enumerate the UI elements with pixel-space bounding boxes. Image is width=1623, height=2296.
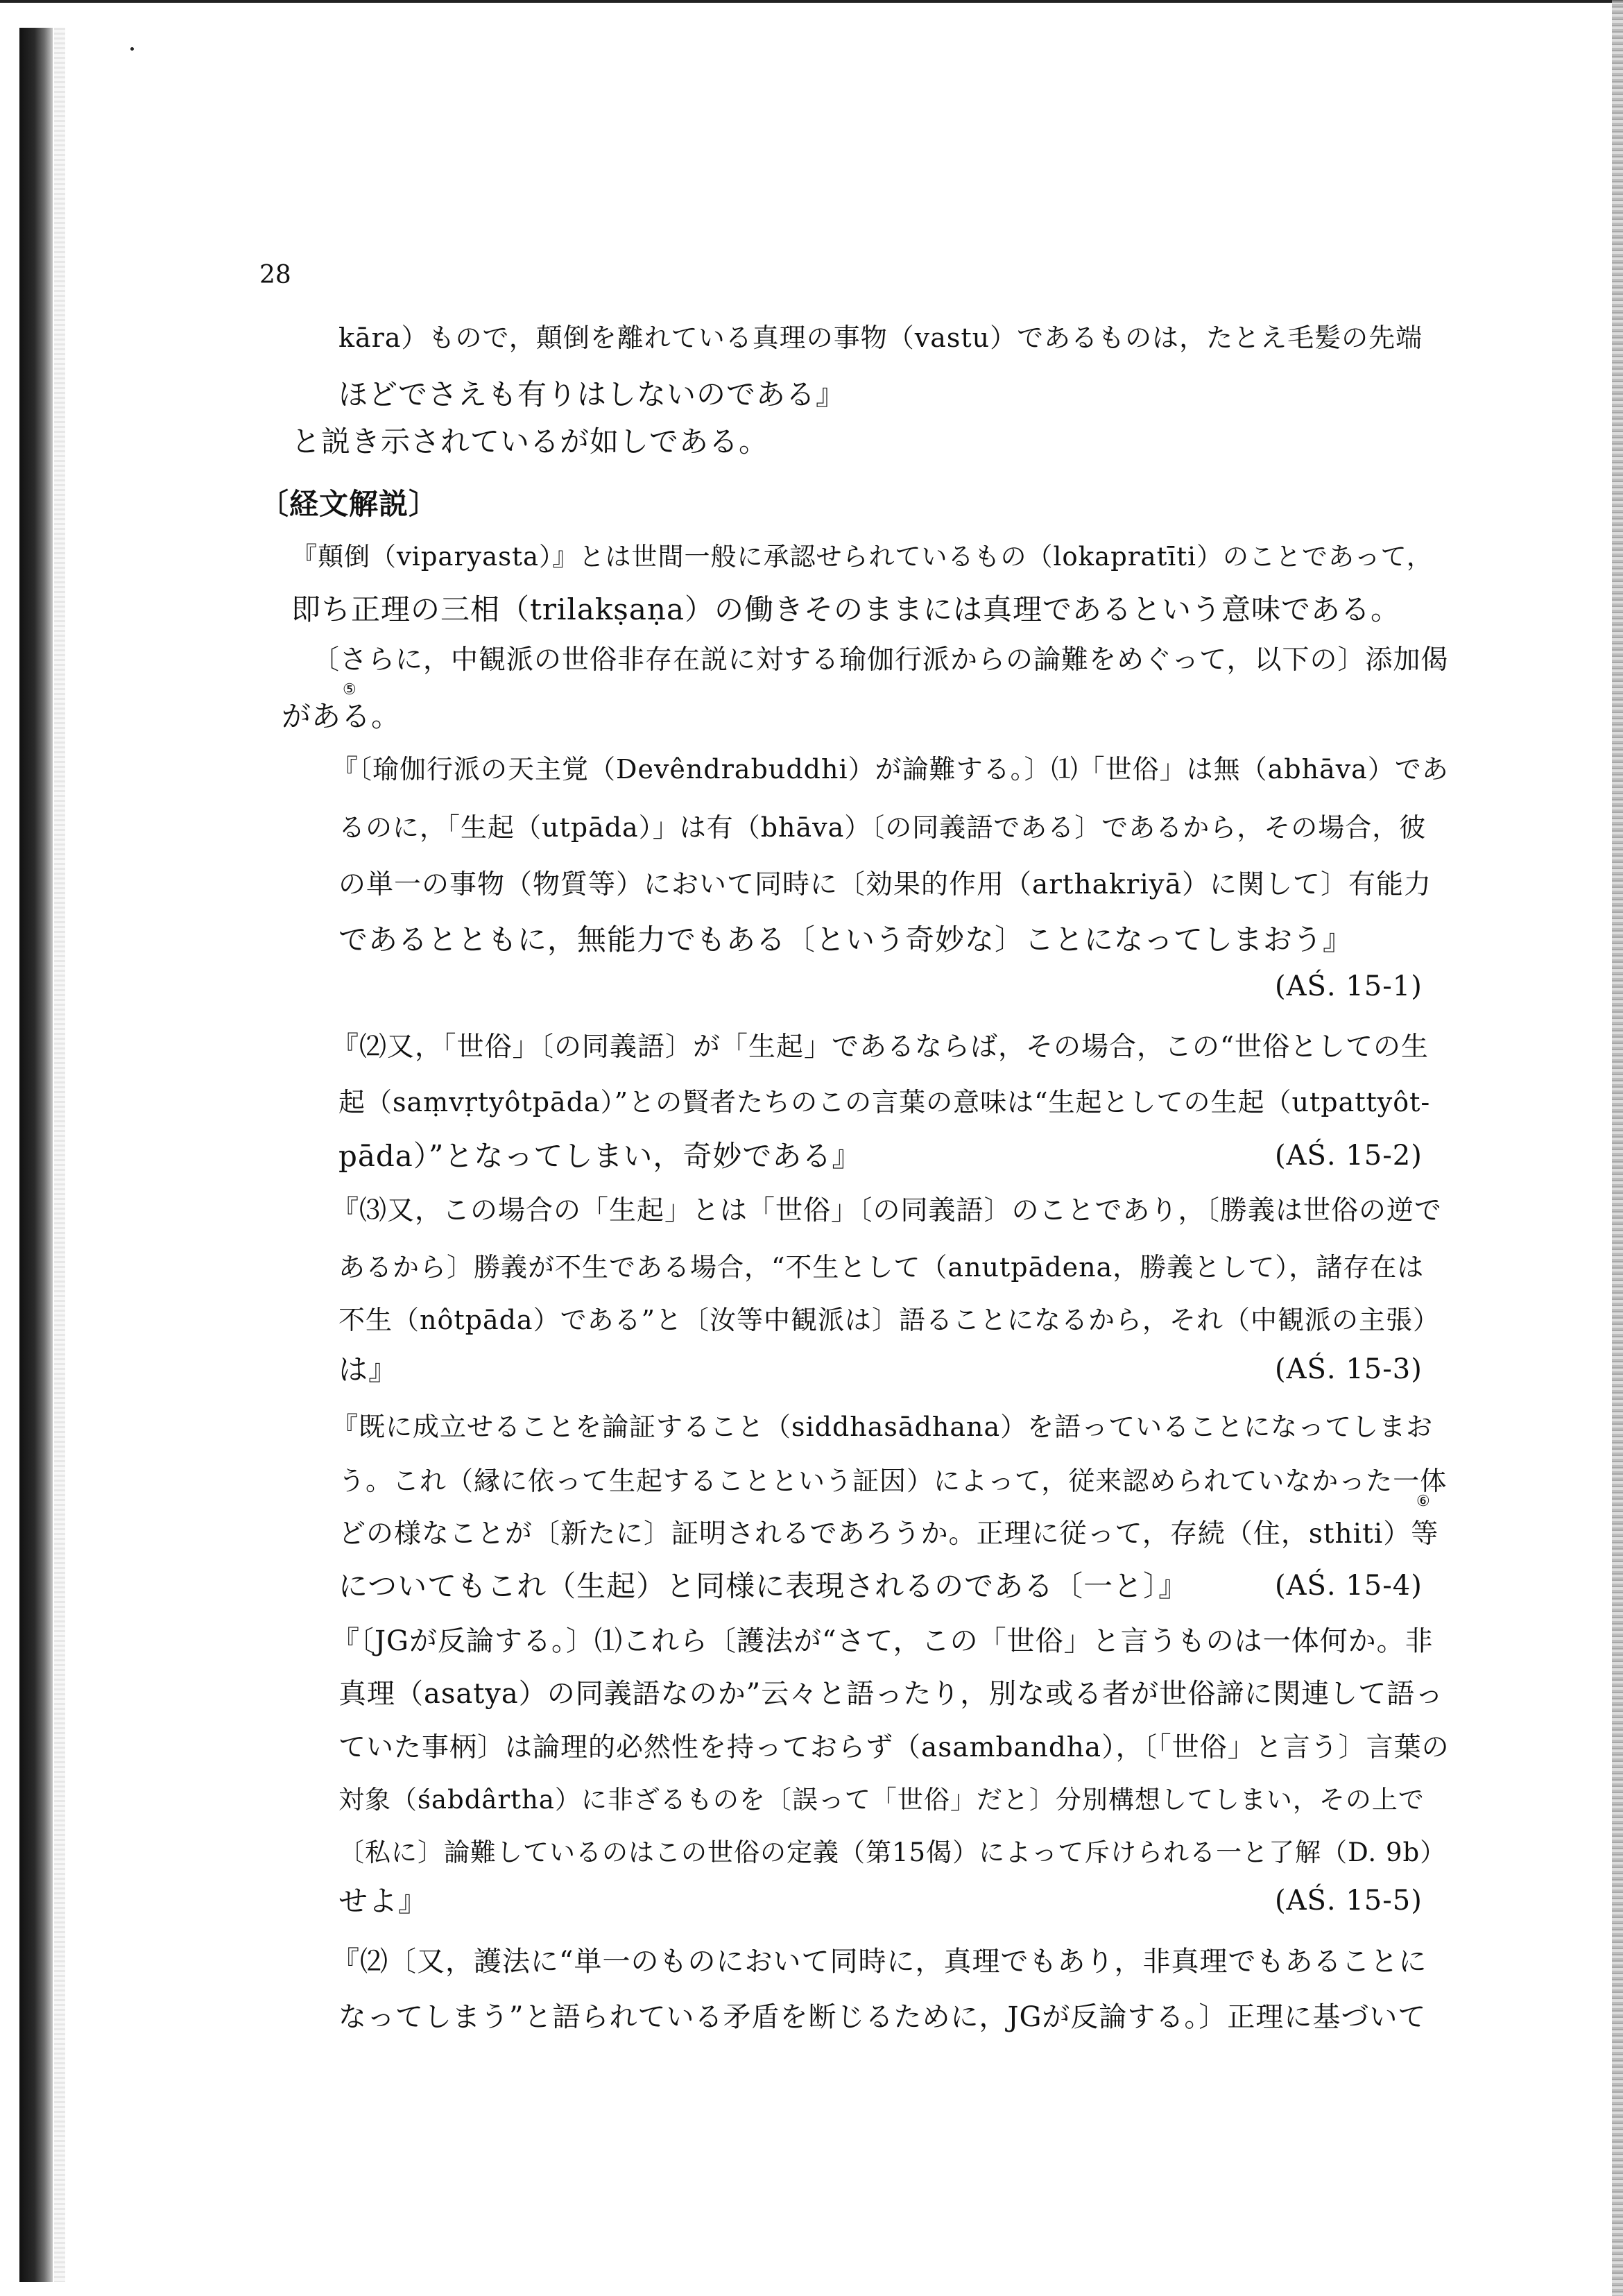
text-line: 『〔JGが反論する。〕⑴これら〔護法が“さて，この「世俗」と言うものは一体何か。非 [332,1625,1434,1657]
reference-label: (AŚ. 15-1) [1275,970,1423,1002]
text-line: ていた事柄〕は論理的必然性を持っておらず（asambandha），〔「世俗」と言う〕言葉の [338,1732,1450,1763]
text-line: 起（saṃvṛtyôtpāda）”との賢者たちのこの言葉の意味は“生起としての生起（utpattyôt- [338,1087,1431,1117]
reference-label: (AŚ. 15-4) [1275,1570,1423,1602]
text-line: と説き示されているが如しである。 [291,425,769,459]
scan-binding-texture [54,28,65,2282]
text-line: 即ち正理の三相（trilakṣaṇa）の働きそのままには真理であるという意味である。 [291,592,1400,626]
text-line: 『⑵〔又，護法に“単一のものにおいて同時に，真理でもあり，非真理でもあることに [332,1946,1427,1978]
note-marker: ⑥ [1416,1493,1430,1510]
text-line: 『〔瑜伽行派の天主覚（Devêndrabuddhi）が論難する。〕⑴「世俗」は無（abhāva）であ [332,754,1449,785]
text-line: がある。 [282,699,402,733]
text-line: 『既に成立せることを論証すること（siddhasādhana）を語っていることになってしまお [332,1412,1434,1442]
text-line: う。これ（縁に依って生起することという証因）によって，従来認められていなかった一体 [338,1466,1448,1496]
text-line: であるとともに，無能力でもある〔という奇妙な〕ことになってしまおう』 [338,923,1353,957]
text-line: 対象（śabdârtha）に非ざるものを〔誤って「世俗」だと〕分別構想してしまい，その上で [338,1785,1425,1815]
scan-right-edge [1612,0,1623,2296]
text-line: は』 [338,1353,399,1387]
text-line: pāda）”となってしまい，奇妙である』 [338,1139,862,1173]
page-number: 28 [259,261,291,289]
text-line: 『⑶又，この場合の「生起」とは「世俗」〔の同義語〕のことであり，〔勝義は世俗の逆で [332,1195,1443,1226]
text-line: あるから〕勝義が不生である場合，“不生として（anutpādena，勝義として），諸存在は [338,1252,1425,1283]
section-heading: 〔経文解説〕 [259,487,439,521]
text-line: 『⑵又，「世俗」〔の同義語〕が「生起」であるならば，その場合，この“世俗としての生 [332,1031,1429,1063]
text-line: についてもこれ（生起）と同様に表現されるのである〔一と〕』 [338,1569,1189,1603]
text-line: なってしまう”と語られている矛盾を断じるために，JGが反論する。〕正理に基づいて [338,2001,1427,2033]
note-marker: ⑤ [343,681,357,699]
text-line: 不生（nôtpāda）である”と〔汝等中観派は〕語ることになるから，それ（中観派の主張） [338,1305,1441,1335]
text-line: 〔私に〕論難しているのはこの世俗の定義（第15偈）によって斥けられる一と了解（D. 9b） [338,1837,1447,1867]
top-border [0,0,1623,3]
reference-label: (AŚ. 15-2) [1275,1140,1423,1172]
text-line: 〔さらに，中観派の世俗非存在説に対する瑜伽行派からの論難をめぐって，以下の〕添加偈 [312,644,1449,676]
text-line: の単一の事物（物質等）において同時に〔効果的作用（arthakriyā）に関して〕有能力 [338,869,1432,900]
scan-binding-shadow [19,28,53,2282]
text-line: 真理（asatya）の同義語なのか”云々と語ったり，別な或る者が世俗諦に関連して語っ [338,1678,1444,1710]
text-line: どの様なことが〔新たに〕証明されるであろうか。正理に従って，存続（住，sthiti）等 [338,1518,1439,1550]
scan-speck [130,47,134,51]
text-line: kāra）もので，顛倒を離れている真理の事物（vastu）であるものは，たとえ毛髪の先端 [338,323,1423,353]
reference-label: (AŚ. 15-3) [1275,1353,1423,1385]
text-line: ほどでさえも有りはしないのである』 [338,377,846,411]
text-line: せよ』 [338,1884,429,1918]
text-line: るのに，「生起（utpāda）」は有（bhāva）〔の同義語である〕であるから，その場合，彼 [338,812,1427,843]
text-line: 『顛倒（viparyasta）』とは世間一般に承認せられているもの（lokapratīti）のことであって， [291,542,1433,572]
reference-label: (AŚ. 15-5) [1275,1885,1423,1917]
